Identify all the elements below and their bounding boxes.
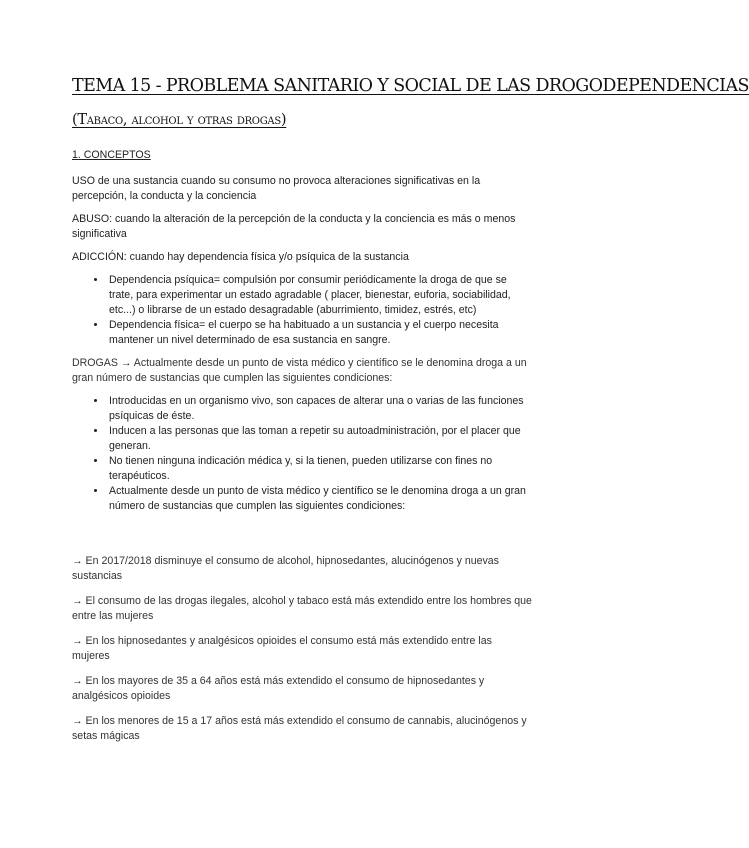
fact-paragraph: → En los mayores de 35 a 64 años está más extendido el consumo de hipnosedantes y analgésicos opioides: [72, 675, 485, 702]
list-item: • Actualmente desde un punto de vista médico y científico se le denomina droga a un gran número de sustancias que cumplen las siguientes condiciones:: [107, 484, 532, 514]
document-body: [72, 148, 532, 754]
list-item: • Dependencia física= el cuerpo se ha habituado a un sustancia y el cuerpo necesita mantener un nivel determinado de esa sustancia en sangre.: [107, 318, 532, 348]
page-title: TEMA 15 - PROBLEMA SANITARIO Y SOCIAL DE LAS DROGODEPENDENCIAS: [72, 76, 749, 96]
spacer: [72, 522, 532, 554]
list-item: • Introducidas en un organismo vivo, son capaces de alterar una o varias de las funciones psíquicas de éste.: [107, 394, 532, 424]
paragraph-uso: USO de una sustancia cuando su consumo no provoca alteraciones significativas en la percepción, la conducta y la conciencia: [72, 175, 481, 202]
paragraph-drogas: DROGAS → Actualmente desde un punto de vista médico y científico se le denomina droga a un gran número de sustancias que cumplen las siguientes condiciones:: [72, 357, 527, 384]
list-item: • Dependencia psíquica= compulsión por consumir periódicamente la droga de que se trate, para experimentar un estado agradable ( placer, bienestar, euforia, sociabilidad, etc...) o librarse de un estado desagradable (aburrimiento, timidez, estrés, etc): [107, 273, 532, 318]
section-heading-conceptos: 1. CONCEPTOS: [72, 149, 151, 161]
fact-paragraph: → En 2017/2018 disminuye el consumo de alcohol, hipnosedantes, alucinógenos y nuevas sustancias: [72, 555, 499, 582]
list-item: • Inducen a las personas que las toman a repetir su autoadministración, por el placer que generan.: [107, 424, 532, 454]
adiccion-list: [72, 273, 532, 348]
fact-paragraph: → En los menores de 15 a 17 años está más extendido el consumo de cannabis, alucinógenos y setas mágicas: [72, 715, 527, 742]
fact-paragraph: → En los hipnosedantes y analgésicos opioides el consumo está más extendido entre las mujeres: [72, 635, 492, 662]
page-subtitle: (Tabaco, alcohol y otras drogas): [72, 112, 287, 128]
fact-paragraph: → El consumo de las drogas ilegales, alcohol y tabaco está más extendido entre los hombres que entre las mujeres: [72, 595, 532, 622]
drogas-list: [72, 394, 532, 514]
list-item: • No tienen ninguna indicación médica y, si la tienen, pueden utilizarse con fines no terapéuticos.: [107, 454, 532, 484]
paragraph-abuso: ABUSO: cuando la alteración de la percepción de la conducta y la conciencia es más o menos significativa: [72, 213, 516, 240]
paragraph-adiccion: ADICCIÓN: cuando hay dependencia física y/o psíquica de la sustancia: [72, 251, 409, 263]
